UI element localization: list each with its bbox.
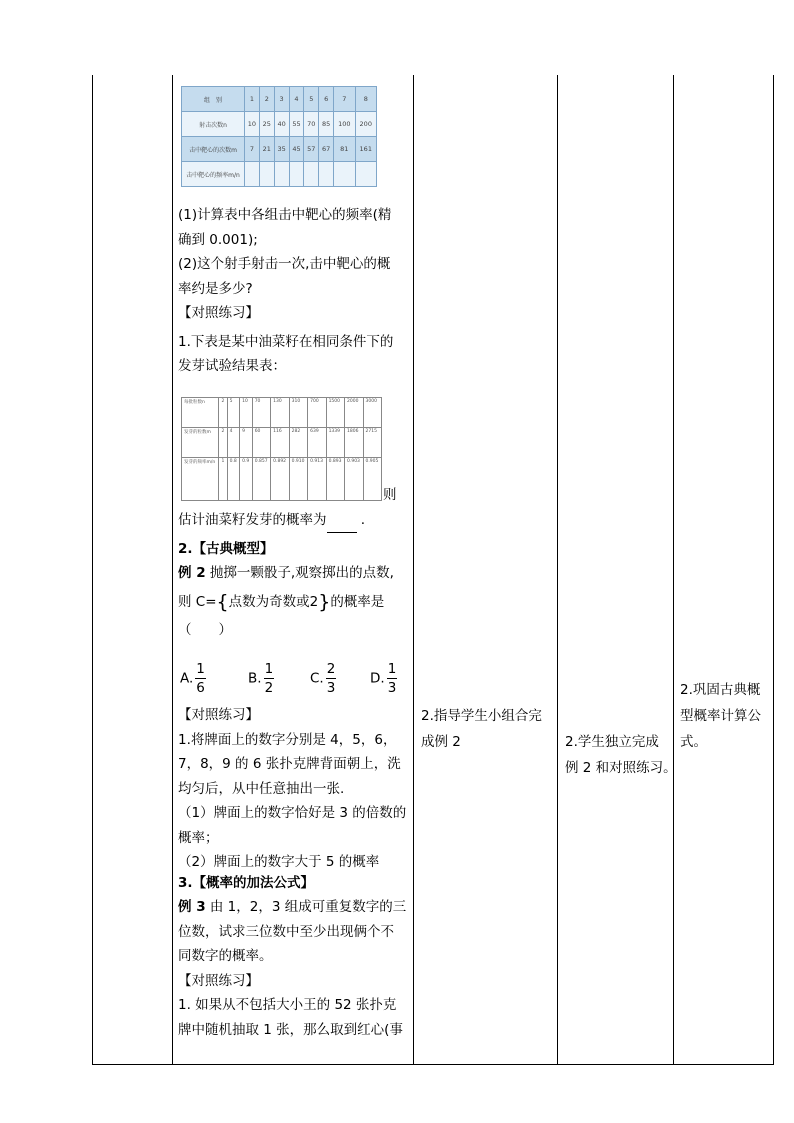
example-3-line-3: 同数字的概率。	[178, 948, 273, 964]
question-1-line-2: 确到 0.001);	[178, 231, 258, 248]
practice-2-line-5: 概率；	[178, 829, 219, 846]
practice-heading-3: 【对照练习】	[178, 972, 259, 989]
option-b: B. $\frac{1}{2}$	[248, 661, 274, 696]
practice-2-line-3: 均匀后，从中任意抽出一张.	[178, 780, 345, 797]
practice-2-line-2: 7，8，9 的 6 张扑克牌背面朝上，洗	[178, 756, 401, 772]
section-2-title: 2.【古典概型】	[178, 540, 274, 557]
example-2-line-1: 例 2 抛掷一颗骰子,观察掷出的点数,	[178, 565, 394, 581]
option-a: A. $\frac{1}{6}$	[180, 661, 205, 696]
table-border-3	[413, 75, 414, 1065]
shooting-results-table	[181, 86, 377, 187]
practice-3-line-1: 1. 如果从不包括大小王的 52 张扑克	[178, 997, 397, 1013]
practice-2-line-1: 1.将牌面上的数字分别是 4，5，6，	[178, 731, 397, 748]
teacher-activity: 2.指导学生小组合完 成例 2	[421, 708, 542, 750]
table-border-1	[92, 75, 93, 1065]
example-3-line-2: 位数，试求三位数中至少出现俩个不	[178, 923, 394, 940]
example-3-line-1: 例 3 由 1，2，3 组成可重复数字的三	[178, 899, 407, 915]
answer-blank	[327, 518, 357, 533]
question-2-line-2: 率约是多少?	[178, 280, 253, 297]
practice-1-line-1: 1.下表是某中油菜籽在相同条件下的	[178, 333, 394, 350]
practice-3-line-2: 牌中随机抽取 1 张，那么取到红心(事	[178, 1021, 403, 1038]
option-d: D. $\frac{1}{3}$	[370, 661, 397, 696]
question-2-line-1: (2)这个射手射击一次,击中靶心的概	[178, 256, 391, 272]
practice-2-line-4: （1）牌面上的数字恰好是 3 的倍数的	[178, 805, 407, 821]
table-row: 发芽的粒数m 2 4 9 60 116 282 639 1339 1806 2715	[182, 428, 382, 458]
practice-1-line-2: 发芽试验结果表：	[178, 358, 286, 374]
table-row: 每批粒数n 2 5 10 70 130 310 700 1500 2000 3000	[182, 398, 382, 428]
practice-2-line-6: （2）牌面上的数字大于 5 的概率	[178, 854, 380, 870]
table-row: 射击次数n 10 25 40 55 70 85 100 200	[182, 112, 377, 137]
table-border-4	[557, 75, 558, 1065]
example-2-line-2: 则 C={点数为奇数或2}的概率是	[178, 590, 385, 613]
exercise-text-block-2	[178, 508, 394, 643]
answer-paren: （ ）	[178, 622, 232, 638]
table-row: 发芽的频率m/n 1 0.8 0.9 0.857 0.892 0.910 0.913 0.893 0.903 0.905	[182, 458, 382, 501]
table-border-5	[673, 75, 674, 1065]
exercise-text-block-1	[178, 203, 393, 379]
table-row: 组 别 1 2 3 4 5 6 7 8	[182, 87, 377, 112]
estimate-line: 估计油菜籽发芽的概率为 .	[178, 508, 394, 533]
practice-heading-1: 【对照练习】	[178, 305, 259, 321]
design-purpose: 2.巩固古典概 型概率计算公 式。	[680, 682, 761, 750]
practice-heading-2: 【对照练习】	[178, 707, 259, 723]
exercise-text-block-3	[178, 703, 406, 1042]
table-border-2	[172, 75, 173, 1065]
answer-options	[180, 660, 399, 697]
table-border-6	[773, 75, 774, 1065]
seed-germination-table	[181, 397, 382, 501]
option-c: C. $\frac{2}{3}$	[310, 661, 336, 696]
table-row: 击中靶心的频率m/n	[182, 162, 377, 187]
table-bottom-border	[92, 1064, 774, 1065]
table-row: 击中靶心的次数m 7 21 35 45 57 67 81 161	[182, 137, 377, 162]
then-text: 则	[383, 487, 397, 503]
question-1-line-1: (1)计算表中各组击中靶心的频率(精	[178, 207, 392, 223]
section-3-title: 3.【概率的加法公式】	[178, 874, 315, 891]
student-activity: 2.学生独立完成 例 2 和对照练习。	[565, 734, 677, 776]
